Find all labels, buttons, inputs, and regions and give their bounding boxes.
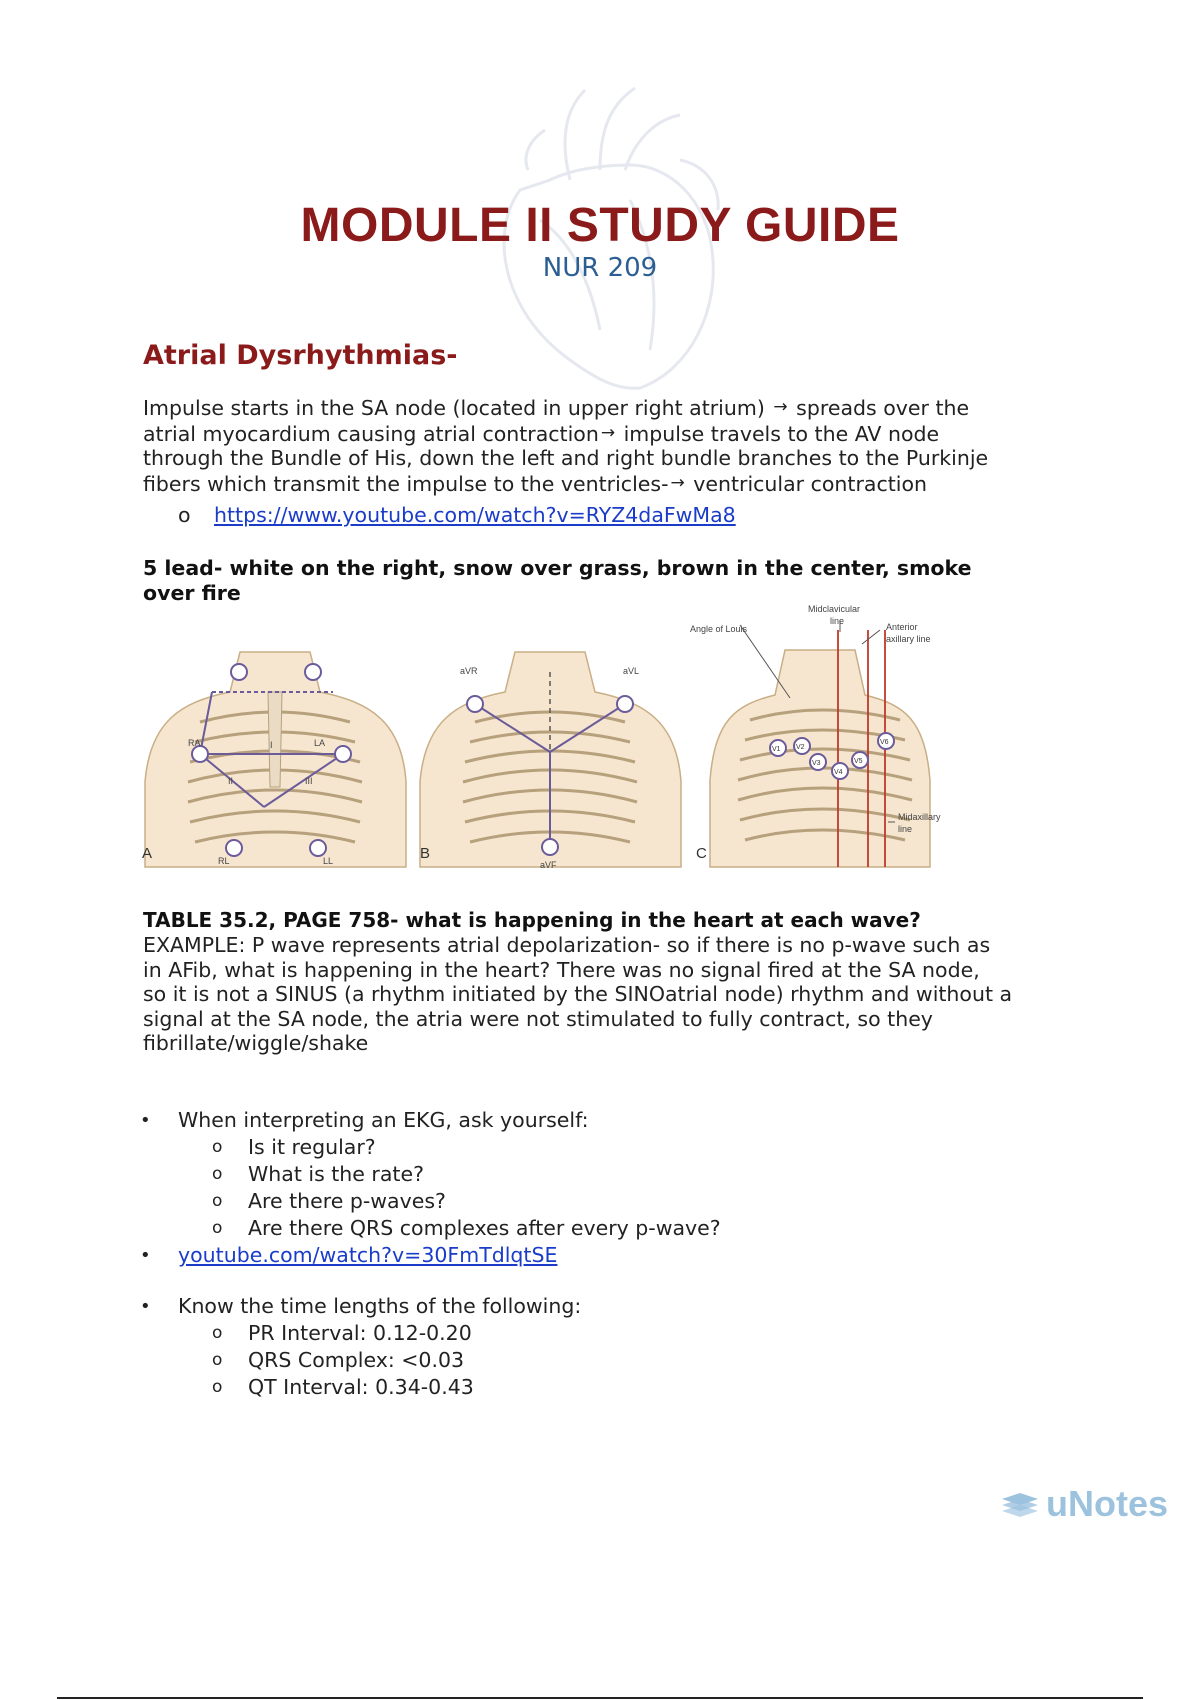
list-subitem: o Are there QRS complexes after every p-wave?: [212, 1216, 721, 1240]
ekg-interpretation-list: [140, 1107, 1120, 1401]
sub-bullet-icon: o: [212, 1164, 223, 1184]
para-line-3: through the Bundle of His, down the left and right bundle branches to the Purkinje: [143, 446, 989, 470]
footer-divider: [57, 1697, 1143, 1699]
list-subitem: o What is the rate?: [212, 1162, 424, 1186]
figure-c-precordial-leads: [690, 600, 990, 872]
bullet-icon: •: [140, 1245, 151, 1266]
para-line-1: Impulse starts in the SA node (located in upper right atrium) → spreads over the: [143, 396, 970, 420]
list-subitem: o QRS Complex: <0.03: [212, 1348, 465, 1372]
svg-text:V1: V1: [772, 746, 781, 753]
svg-text:aVR: aVR: [460, 666, 478, 676]
arrow-right-icon: →: [600, 422, 616, 443]
svg-text:Midclavicular: Midclavicular: [808, 604, 861, 614]
list-item: [140, 1242, 1120, 1269]
conduction-paragraph: [143, 395, 1073, 496]
svg-text:aVL: aVL: [623, 666, 640, 676]
logo-text: uNotes: [1046, 1483, 1169, 1524]
five-lead-mnemonic: 5 lead- white on the right, snow over grass, brown in the center, smoke over fire: [143, 556, 972, 605]
svg-text:Midaxillary: Midaxillary: [898, 812, 941, 822]
svg-text:Angle of Louis: Angle of Louis: [690, 624, 748, 634]
video-link-item: [178, 503, 1078, 528]
svg-text:LA: LA: [314, 738, 326, 748]
page-title: MODULE II STUDY GUIDE: [300, 199, 900, 252]
svg-text:RL: RL: [218, 856, 230, 866]
panel-letter-b: B: [420, 845, 431, 862]
section-heading: Atrial Dysrhythmias-: [143, 340, 458, 371]
svg-text:III: III: [305, 776, 313, 786]
table-example-paragraph: EXAMPLE: P wave represents atrial depolarization- so if there is no p-wave such as in AFib, what is happening in the heart? There was no signal fired at the SA node, so it is not a SINUS (a rhythm initiated by the SINOatrial node) rhythm and without a signal at the SA node, the atria were not stimulated to fully contract, so they fibrillate/wiggle/shake: [143, 933, 1013, 1055]
sub-bullet-icon: o: [212, 1137, 223, 1157]
list-item: • Know the time lengths of the following:: [140, 1294, 582, 1318]
sub-bullet-icon: o: [212, 1377, 223, 1397]
list-subitem: o Is it regular?: [212, 1135, 376, 1159]
list-subitem: o PR Interval: 0.12-0.20: [212, 1321, 472, 1345]
course-code: NUR 209: [542, 253, 658, 283]
svg-text:II: II: [228, 776, 234, 786]
list-item: • When interpreting an EKG, ask yourself:: [140, 1108, 589, 1132]
sub-bullet-icon: o: [212, 1218, 223, 1238]
arrow-right-icon: →: [773, 397, 788, 417]
svg-text:line: line: [898, 824, 913, 834]
svg-text:V4: V4: [834, 769, 843, 776]
svg-text:Anterior: Anterior: [886, 622, 918, 632]
svg-text:axillary line: axillary line: [886, 634, 931, 644]
para-line-2: atrial myocardium causing atrial contraction → impulse travels to the AV node: [143, 421, 940, 446]
sub-bullet-icon: o: [212, 1323, 223, 1343]
list-subitem: o Are there p-waves?: [212, 1189, 446, 1213]
bullet-icon: •: [140, 1110, 151, 1131]
unotes-logo: [1000, 1481, 1168, 1527]
bullet-icon: •: [140, 1296, 151, 1317]
svg-text:V5: V5: [854, 758, 863, 765]
books-stack-icon: [1000, 1489, 1040, 1519]
video-link-2[interactable]: youtube.com/watch?v=30FmTdlqtSE: [178, 1243, 558, 1267]
table-reference-heading: TABLE 35.2, PAGE 758- what is happening in the heart at each wave?: [143, 908, 921, 932]
svg-text:V6: V6: [880, 739, 889, 746]
panel-letter-a: A: [142, 845, 153, 862]
sub-bullet-icon: o: [212, 1191, 223, 1211]
svg-text:line: line: [830, 616, 845, 626]
svg-text:LL: LL: [323, 856, 334, 866]
svg-text:I: I: [270, 740, 273, 750]
video-link-1[interactable]: https://www.youtube.com/watch?v=RYZ4daFwMa8: [214, 503, 736, 527]
figure-b-augmented-leads: [415, 612, 685, 872]
svg-text:V3: V3: [812, 760, 821, 767]
arrow-right-icon: →: [670, 472, 685, 493]
figure-a-chest-leads: [140, 612, 410, 872]
sub-bullet-icon: o: [178, 503, 191, 527]
svg-text:aVF: aVF: [540, 860, 557, 870]
svg-text:V2: V2: [796, 744, 805, 751]
panel-letter-c: C: [696, 845, 707, 862]
list-subitem: o QT Interval: 0.34-0.43: [212, 1375, 474, 1399]
svg-text:RA: RA: [188, 738, 201, 748]
para-line-4: fibers which transmit the impulse to the ventricles- → ventricular contraction: [143, 471, 927, 496]
sub-bullet-icon: o: [212, 1350, 223, 1370]
